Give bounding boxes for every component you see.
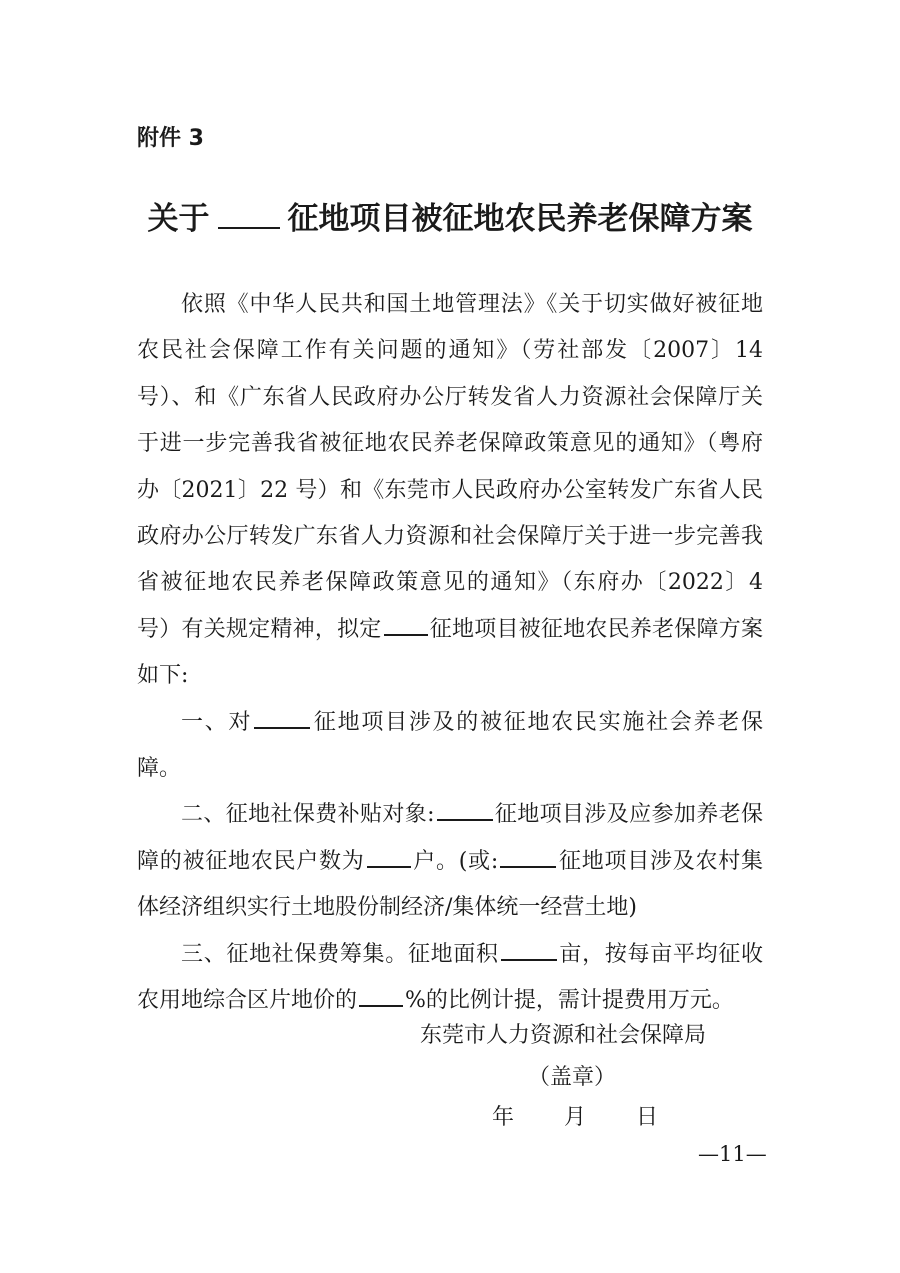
document-body [137,282,763,1025]
date-day: 日 [636,1105,659,1130]
title-prefix: 关于 [147,201,210,237]
signature-date [492,1101,658,1135]
item-3-text-part2: 亩，按每亩平均征收农用地综合区片地价的 [137,941,763,1014]
title-blank-line [218,199,280,229]
item-3-text-part1: 三、征地社保费筹集。征地面积 [181,941,499,967]
item-1-paragraph [137,700,763,793]
item-2-alt-project-blank [500,846,556,868]
item-2-text-part2: 征地项目涉及应参加养老保障的被征地农民户数为 [137,802,763,874]
item-3-paragraph [137,932,763,1025]
item-1-text-part2: 征地项目涉及的被征地农民实施社会养老保障。 [137,709,763,782]
item-2-paragraph [137,792,763,931]
land-area-blank [501,939,557,961]
project-name-blank [384,614,428,636]
title-suffix: 征地项目被征地农民养老保障方案 [287,201,753,237]
household-count-blank [367,846,411,868]
date-year: 年 [492,1105,515,1130]
document-title [0,194,900,244]
attachment-label: 附件 3 [137,126,204,151]
item-2-text-part1: 二、征地社保费补贴对象: [181,802,435,828]
signature-organization: 东莞市人力资源和社会保障局 [420,1023,707,1048]
item-2-text-part3: 户。(或: [412,848,499,874]
intro-text-part2: 征地项目被征地农民养老保障方案如下: [137,616,763,689]
item-2-project-blank [437,800,493,822]
intro-text-part1: 依照《中华人民共和国土地管理法》《关于切实做好被征地农民社会保障工作有关问题的通知》（劳社部发〔2007〕14 号）、和《广东省人民政府办公厅转发省人力资源社会保障厅关于进一步完善我省被征地农民养老保障政策意见的通知》（粤府办〔2021〕22 号）和《东莞市人民政府办公室转发广东省人民政府办公厅转发广东省人力资源和社会保障厅关于进一步完善我省被征地农民养老保障政策意见的通知》（东府办〔2022〕4 号）有关规定精神，拟定 [137,292,763,642]
date-month: 月 [564,1105,587,1130]
item-3-text-part3: %的比例计提，需计提费用万元。 [405,988,734,1014]
intro-paragraph [137,282,763,700]
item-1-project-blank [254,707,310,729]
item-1-text-part1: 一、对 [181,709,253,735]
item-2-text-part4: 征地项目涉及农村集体经济组织实行土地股份制经济/集体统一经营土地) [137,848,763,921]
percentage-blank [359,985,403,1007]
page-number: —11— [698,1142,767,1166]
signature-seal: （盖章） [528,1065,617,1090]
